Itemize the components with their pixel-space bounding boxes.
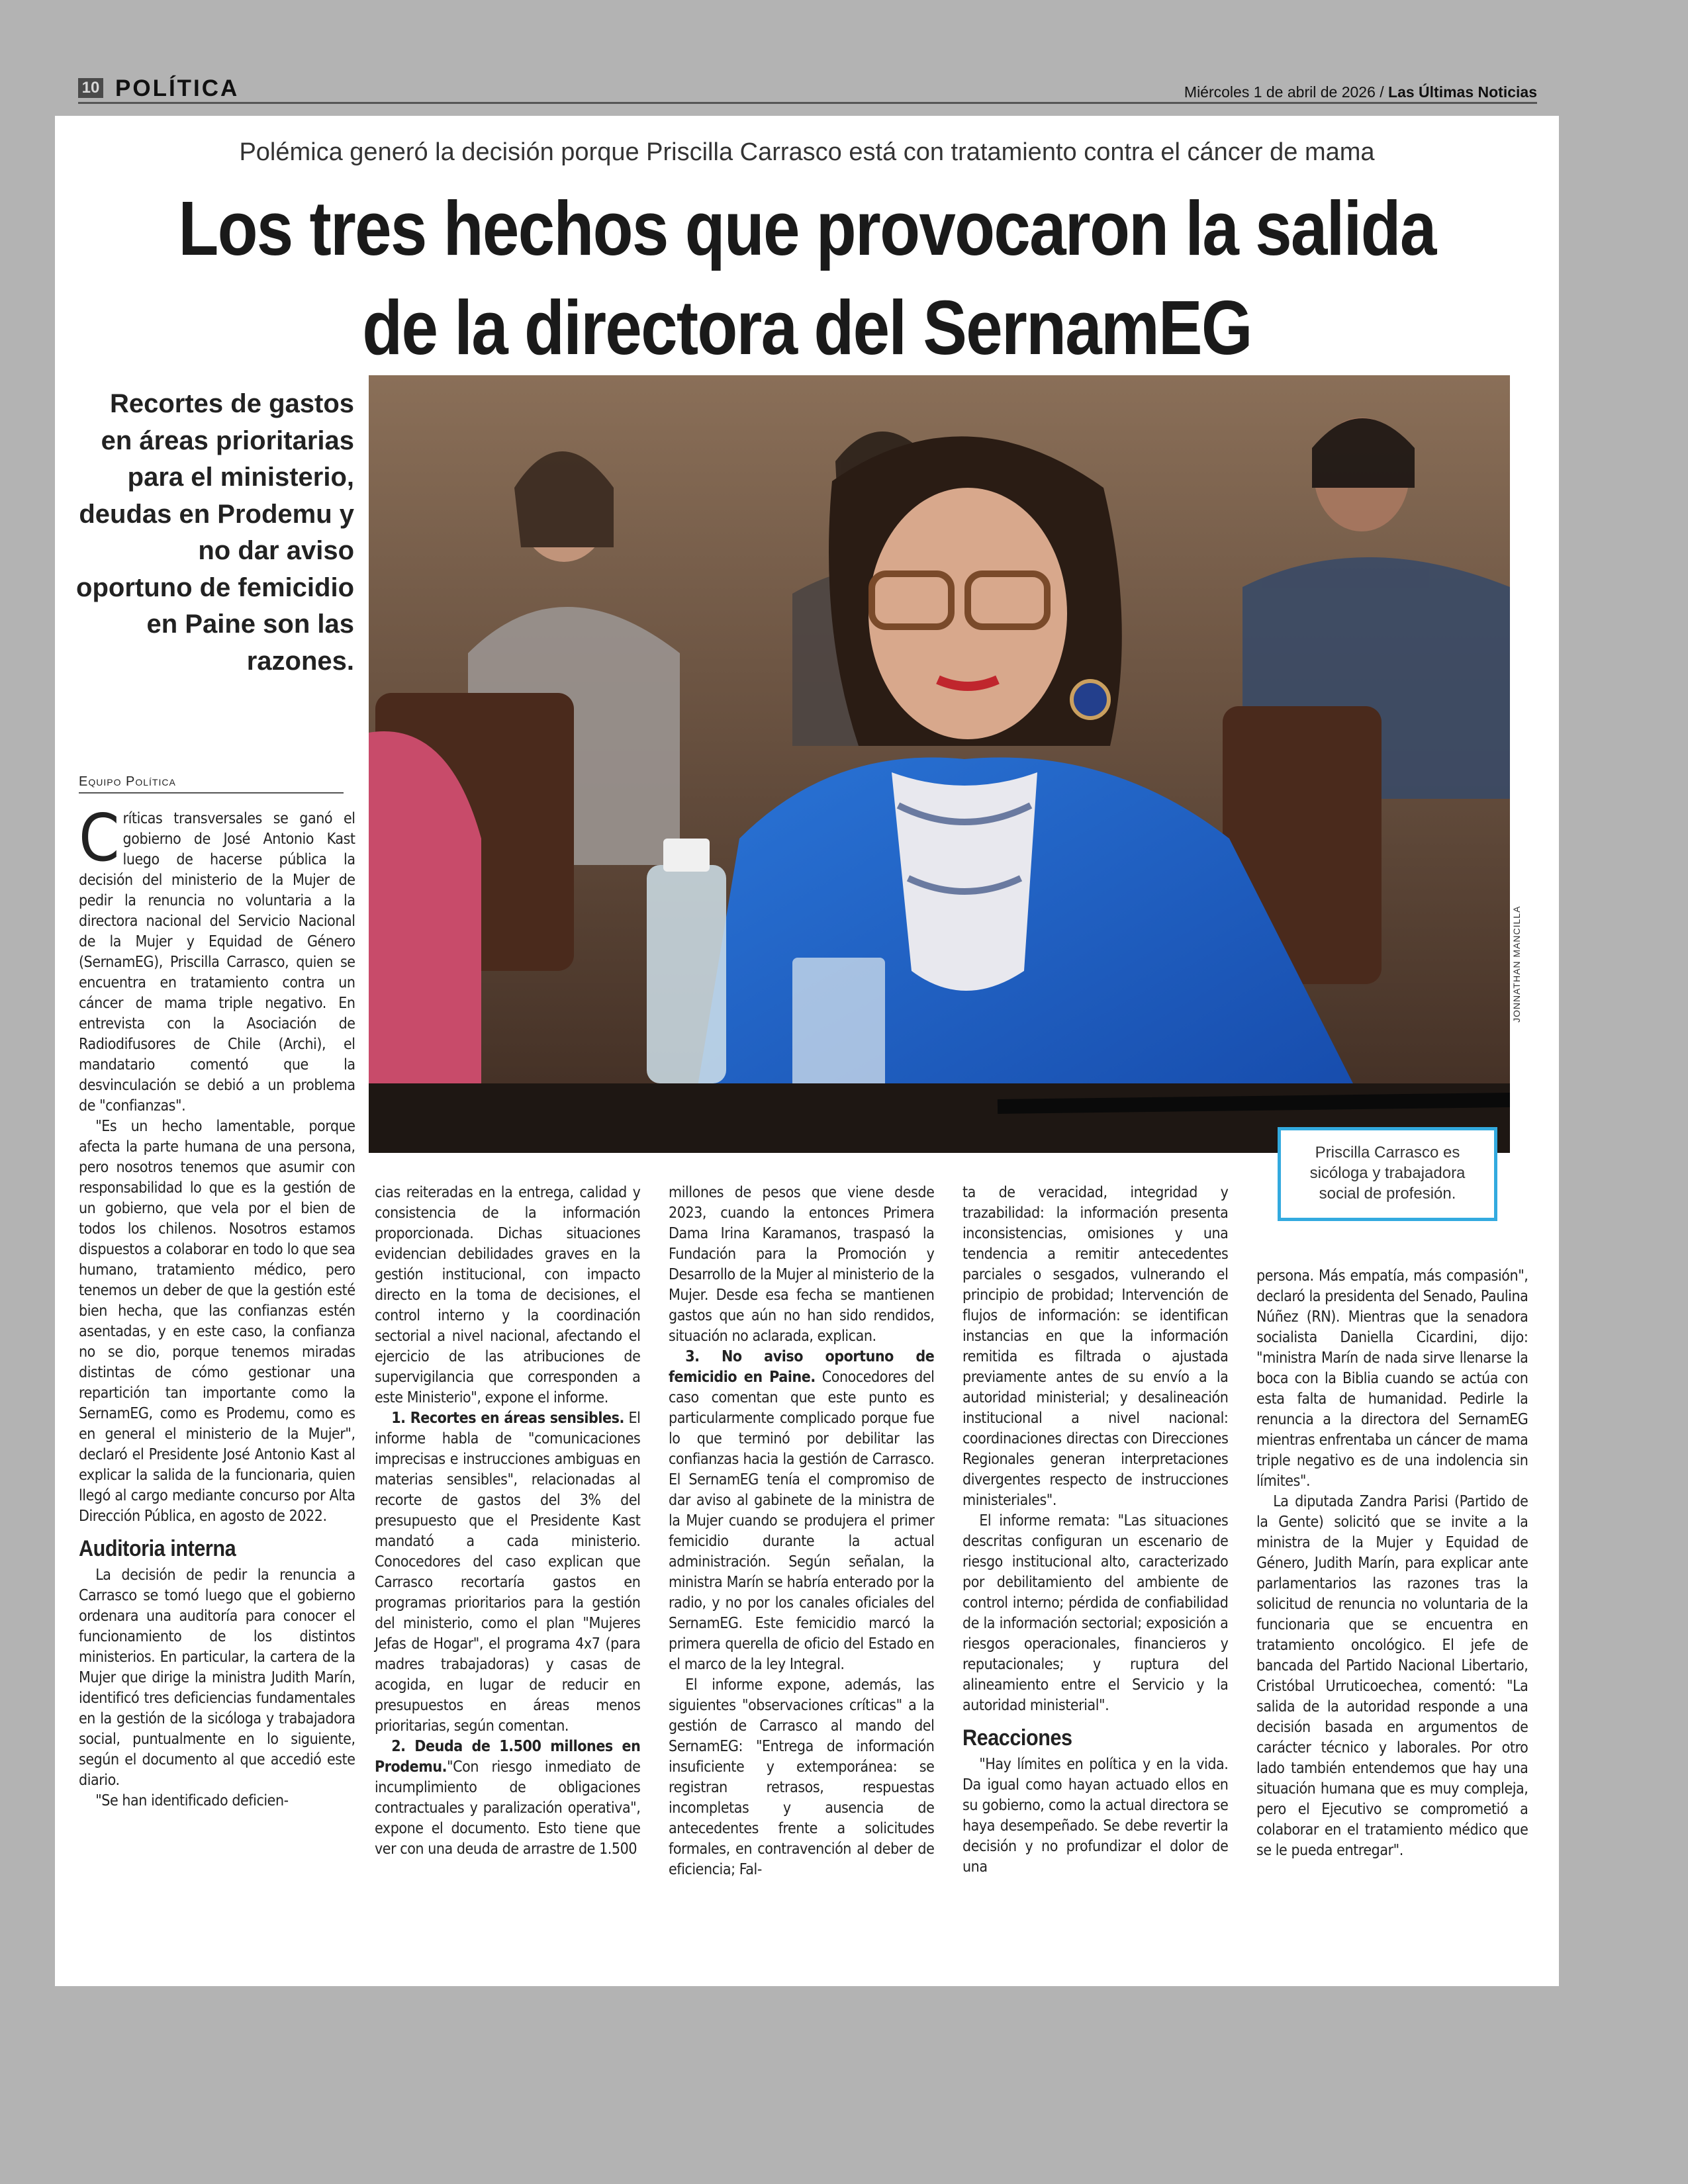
point-3-text: Conocedores del caso comentan que este punto es particularmente complicado porque fue lo que terminó por debilitar las confianzas hacia la gestión de Carrasco. El SernamEG tenía el compromiso de dar aviso al gabinete de la ministra de la Mujer cuando se produjera el primer femicidio durante la actual administración. Según señalan, la ministra Marín se habría enterado por la radio, y no por los canales oficiales del SernamEG. Este femicidio marcó la primera querella de oficio del Estado en el marco de la ley Integral. [669,1369,935,1673]
paragraph: El informe remata: "Las situaciones descritas configuran un escenario de riesgo institucional alto, caracterizado por debilitamiento del ambiente de control interno; pérdida de confiabilidad de la información sectorial; exposición a riesgos operacionales, financieros y reputacionales; y ruptura del alineamiento entre el Servicio y la autoridad ministerial". [962,1512,1229,1714]
page-header [78,75,1537,104]
paragraph: El informe expone, además, las siguientes "observaciones críticas" a la gestión de Carrasco al mando del SernamEG: "Entrega de información insuficiente y extemporánea: se registran retrasos, respuestas incompletas y ausencia de antecedentes frente a solicitudes formales, en contravención al deber de eficiencia; Fal- [669,1676,935,1878]
article-column-2 [375,1183,640,1860]
paragraph: "Se han identificado deficien- [95,1792,289,1809]
page-number: 10 [78,78,103,98]
microphone [998,1100,1510,1107]
dateline-separator: / [1380,83,1384,101]
issue-date: Miércoles 1 de abril de 2026 [1184,83,1376,101]
article-column-1 [79,801,355,1811]
headline-line-2: de la directora del SernamEG [362,285,1252,371]
point-2-title: 2. Deuda de 1.500 millones en Prodemu. [375,1738,641,1776]
headline-line-1: Los tres hechos que provocaron la salida [178,185,1436,271]
article-photo [369,375,1510,1153]
photo-credit: JONNATHAN MANCILLA [1511,905,1522,1023]
photo-illustration [369,375,1510,1153]
paragraph: ta de veracidad, integridad y trazabilidad: la información presenta inconsistencias, omisiones y una tendencia a remitir antecedentes parciales o sesgados, vulnerando el principio de probidad; Intervención de flujos de información: se identifican instancias en que la información remitida es filtrada o ajustada previamente antes de su envío a la autoridad ministerial; y desalineación institucional a nivel nacional: coordinaciones directas con Direcciones Regionales generan interpretaciones divergentes respecto de instrucciones ministeriales". [962,1184,1229,1509]
paragraph [375,1408,640,1737]
byline: Equipo Política [79,774,344,794]
point-1-title: 1. Recortes en áreas sensibles. [391,1410,624,1427]
paragraph: cias reiteradas en la entrega, calidad y consistencia de la información proporcionada. Dichas situaciones evidencian debilidades graves en la gestión institucional, con impacto directo en la toma de decisiones, el control interno y la coordinación sectorial a nivel nacional, afectando el ejercicio de las atribuciones de supervigilancia que corresponden a este Ministerio", expone el informe. [375,1184,641,1406]
paragraph [375,1737,640,1860]
article-sheet [55,116,1559,1986]
article-deck: Recortes de gastos en áreas prioritarias para el ministerio, deudas en Prodemu y no dar aviso oportuno de femicidio en Paine son las razones. [76,389,354,676]
paragraph: "Hay límites en política y en la vida. Da igual como hayan actuado ellos en su gobierno, como la actual directora se haya desempeñado. Se debe revertir la decisión y no profundizar el dolor de una [962,1756,1229,1876]
article-headline [160,179,1454,377]
article-kicker: Polémica generó la decisión porque Priscilla Carrasco está con tratamiento contra el cáncer de mama [239,138,1375,166]
subhead-reacciones: Reacciones [962,1725,1072,1751]
paragraph: La diputada Zandra Parisi (Partido de la Gente) solicitó que se invite a la ministra de la Mujer y Equidad de Género, Judith Marín, para explicar ante parlamentarios las razones tras la solicitud de renuncia no voluntaria de la funcionaria que se encuentra en tratamiento oncológico. El jefe de bancada del Partido Nacional Libertario, Cristóbal Urruticoechea, comentó: "La salida de la autoridad responde a una decisión basada en argumentos de carácter técnico y laborales. Por otro lado también entendemos que hay una situación humana que es muy compleja, pero el Ejecutivo se comprometió a colaborar en el tratamiento médico que se le pueda entregar". [1256,1493,1528,1859]
paragraph [669,1347,934,1675]
paragraph: millones de pesos que viene desde 2023, cuando la entonces Primera Dama Irina Karamanos, traspasó la Fundación para la Promoción y Desarrollo de la Mujer al ministerio de la Mujer. Desde esa fecha se mantienen gastos que aún no han sido rendidos, situación no aclarada, explican. [669,1184,935,1345]
subhead-auditoria: Auditoria interna [79,1536,236,1561]
article-column-3 [669,1183,934,1880]
photo-caption: Priscilla Carrasco es sicóloga y trabajadora social de profesión. [1278,1127,1497,1221]
water-glass [792,958,885,1097]
point-2-text: "Con riesgo inmediato de incumplimiento de obligaciones contractuales y paralización operativa", expone el documento. Esto tiene que ver con una deuda de arrastre de 1.500 [375,1758,641,1858]
paragraph [79,801,355,1116]
newspaper-name: Las Últimas Noticias [1388,83,1537,101]
water-bottle [647,865,726,1083]
paragraph: La decisión de pedir la renuncia a Carrasco se tomó luego que el gobierno ordenara una auditoría para conocer el funcionamiento de los distintos ministerios. En particular, la cartera de la Mujer que dirige la ministra Judith Marín, identificó tres deficiencias fundamentales en la gestión de la sicóloga y trabajadora social, puntualmente en lo siguiente, según el documento al que accedió este diario. [79,1567,355,1789]
section-name: POLÍTICA [115,75,240,101]
paragraph-text: ríticas transversales se ganó el gobierno de José Antonio Kast luego de hacerse pública la decisión del ministerio de la Mujer de pedir la renuncia no voluntaria a la directora nacional del Servicio Nacional de la Mujer y Equidad de Género (SernamEG), Priscilla Carrasco, quien se encuentra en tratamiento contra un cáncer de mama triple negativo. En entrevista con la Asociación de Radiodifusores de Chile (Archi), el mandatario comentó que la desvinculación se debió a un problema de "confianzas". [79,810,355,1115]
paragraph: "Es un hecho lamentable, porque afecta la parte humana de una persona, pero nosotros tenemos que asumir con responsabilidad lo que es la gestión de un gobierno, que vela por el bien de todos los chilenos. Nosotros estamos dispuestos a colaborar en todo lo que sea humano, tratamiento médico, pero tenemos un deber de que la gestión esté bien hecha, que las confianzas estén asentadas, y en este caso, la confianza no se dio, porque tenemos miradas distintas de cómo gestionar una repartición tan importante como la SernamEG, como es Prodemu, como es en general el ministerio de la Mujer", declaró el Presidente José Antonio Kast al explicar la salida de la funcionaria, quien llegó al cargo mediante concurso por Alta Dirección Pública, en agosto de 2022. [79,1118,355,1525]
point-1-text: El informe habla de "comunicaciones imprecisas e instrucciones ambiguas en materias sensibles", relacionadas al recorte de gastos del 3% del presupuesto que el Presidente Kast mandató a cada ministerio. Conocedores del caso explican que Carrasco recortaría gastos en programas prioritarios para la gestión del ministerio, como el plan "Mujeres Jefas de Hogar", el programa 4x7 (para madres trabajadoras) y casas de acogida, en lugar de reducir en presupuestos en áreas menos prioritarias, según comentan. [375,1410,641,1735]
article-column-5 [1256,1266,1528,1861]
dateline [1184,82,1537,102]
paragraph: persona. Más empatía, más compasión", declaró la presidenta del Senado, Paulina Núñez (RN). Mientras que la senadora socialista Daniella Cicardini, dijo: "ministra Marín de nada sirve llenarse la boca con la Biblia cuando se actúa con esta falta de humanidad. Pedirle la renuncia a la directora del SernamEG mientras enfrentaba un cáncer de mama triple negativo es de una indolencia sin límites". [1256,1267,1528,1490]
article-column-4 [962,1183,1228,1878]
point-3-title: 3. No aviso oportuno de femicidio en Paine. [669,1348,935,1386]
drop-cap: C [79,801,120,876]
